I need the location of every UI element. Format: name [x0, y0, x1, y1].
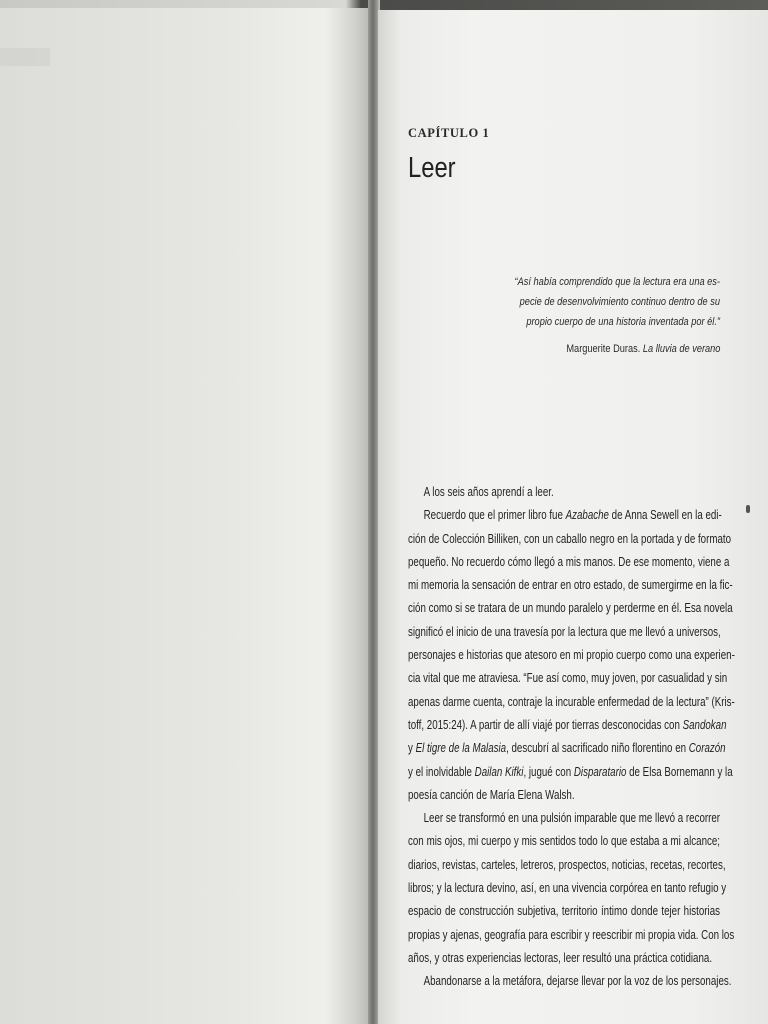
paragraph-line: pequeño. No recuerdo cómo llegó a mis manos. De ese momento, viene a [408, 554, 730, 569]
paragraph-line: y el inolvidable Dailan Kifki, jugué con Disparatario de Elsa Bornemann y la [408, 764, 733, 779]
epigraph-line: propio cuerpo de una historia inventada por él.” [526, 316, 720, 328]
paragraph-line: A los seis años aprendí a leer. [423, 485, 554, 499]
paragraph-line: mi memoria la sensación de entrar en otro estado, de sumergirme en la fic- [408, 578, 733, 593]
page-speck [746, 505, 750, 513]
chapter-label: CAPÍTULO 1 [408, 126, 490, 140]
epigraph-line: “Así había comprendido que la lectura era una es- [514, 276, 720, 288]
epigraph-author: Marguerite Duras. [565, 343, 640, 355]
paragraph-line: significó el inicio de una travesía por la lectura que me llevó a universos, [408, 624, 721, 639]
paragraph-line: libros; y la lectura devino, así, en una vivencia corpórea en tanto refugio y [408, 881, 727, 896]
paragraph-line: apenas darme cuenta, contraje la incurable enfermedad de la lectura” (Kris- [408, 694, 735, 709]
chapter-title: Leer [408, 152, 456, 184]
paragraph-line: toff, 2015:24). A partir de allí viajé por tierras desconocidas con Sandokan [408, 717, 727, 732]
paragraph-line: ción como si se tratara de un mundo paralelo y perderme en él. Esa novela [408, 601, 733, 616]
paragraph-line: poesía canción de María Elena Walsh. [408, 787, 575, 802]
paragraph-line: diarios, revistas, carteles, letreros, prospectos, noticias, recetas, recortes, [408, 857, 726, 872]
paragraph-line: años, y otras experiencias lectoras, leer resultó una práctica cotidiana. [408, 950, 713, 965]
body-text [408, 481, 735, 994]
left-page-blank [0, 8, 370, 1024]
paragraph-line: Recuerdo que el primer libro fue Azabache de Anna Sewell en la edi- [423, 508, 722, 523]
paragraph-line: Abandonarse a la metáfora, dejarse llevar por la voz de los personajes. [423, 974, 732, 989]
paragraph-line: cia vital que me atraviesa. “Fue así como, muy joven, por casualidad y sin [408, 671, 728, 686]
epigraph-line: pecie de desenvolvimiento continuo dentro de su [519, 296, 720, 308]
paragraph-line: propias y ajenas, geografía para escribir y reescribir mi propia vida. Con los [408, 927, 735, 942]
paragraph-line: espacio de construcción subjetiva, territorio íntimo donde tejer historias [408, 904, 720, 919]
epigraph [408, 272, 720, 332]
epigraph-attribution [408, 343, 720, 355]
paragraph-line: con mis ojos, mi cuerpo y mis sentidos todo lo que estaba a mi alcance; [408, 834, 720, 849]
paragraph-line: personajes e historias que atesoro en mi propio cuerpo como una experien- [408, 648, 735, 663]
paragraph-line: y El tigre de la Malasia, descubrí al sacrificado niño florentino en Corazón [408, 741, 726, 756]
left-page-smudge [0, 48, 50, 66]
paragraph-line: ción de Colección Billiken, con un caballo negro en la portada y de formato [408, 531, 732, 546]
paragraph-line: Leer se transformó en una pulsión imparable que me llevó a recorrer [423, 811, 721, 826]
epigraph-work: La lluvia de verano [642, 343, 720, 355]
